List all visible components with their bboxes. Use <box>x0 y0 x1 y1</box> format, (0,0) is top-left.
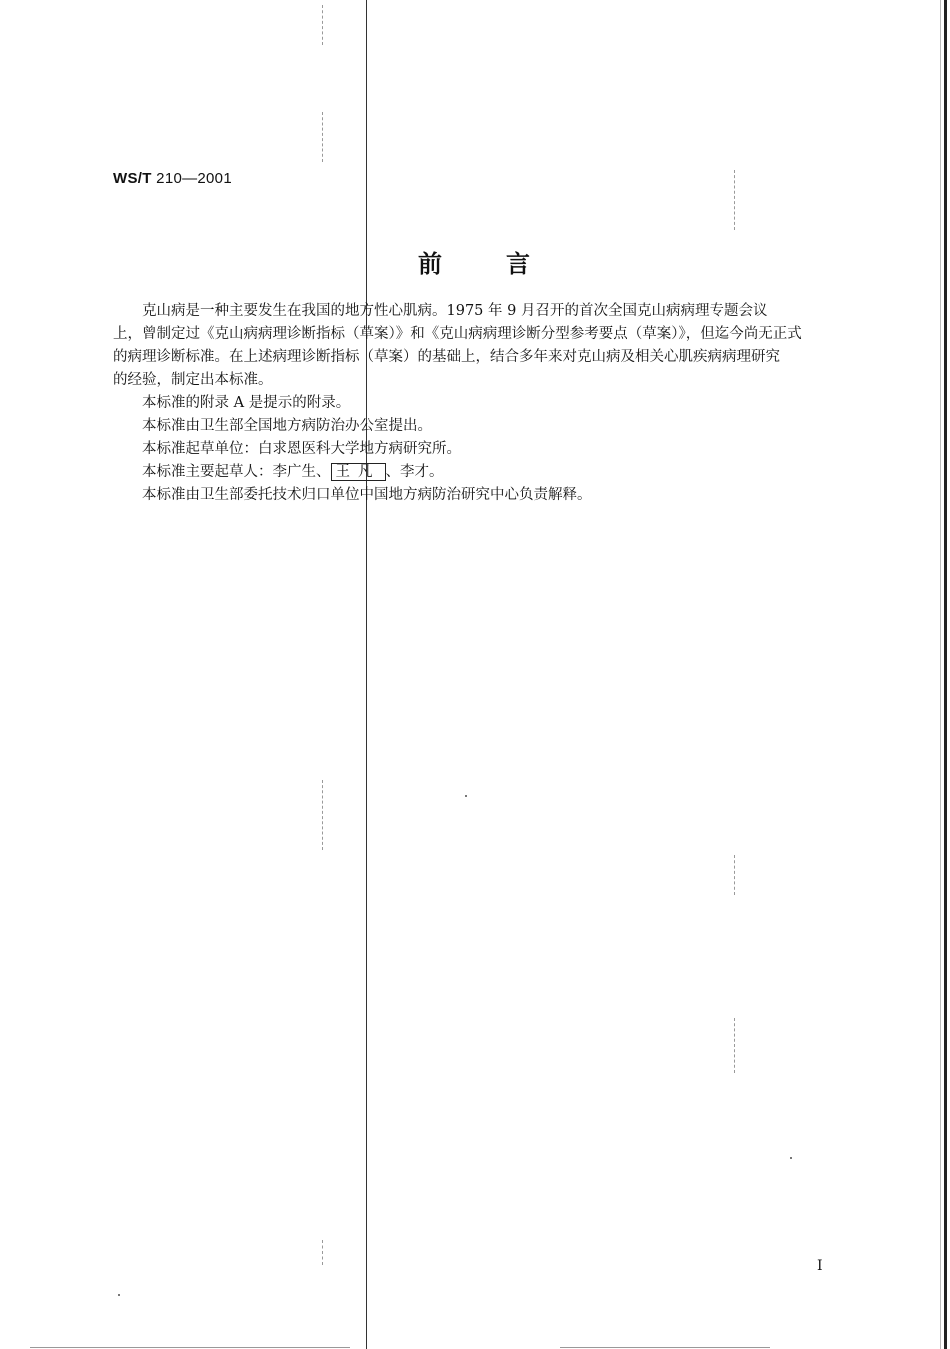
standard-code <box>113 170 232 187</box>
paragraph-drafters <box>113 461 861 484</box>
scan-artifact <box>322 1240 324 1265</box>
standard-code-prefix: WS/T <box>113 170 152 187</box>
scan-edge <box>944 0 947 1349</box>
paragraph-appendix-note: 本标准的附录 A 是提示的附录。 <box>142 395 351 411</box>
scan-speck <box>118 1294 120 1296</box>
paragraph-1-line-2: 上，曾制定过《克山病病理诊断指标（草案）》和《克山病病理诊断分型参考要点（草案）》，但迄今尚无正式 <box>113 326 802 342</box>
scan-artifact <box>322 5 324 45</box>
scan-edge-thin <box>940 0 941 1349</box>
paragraph-1-line-3: 的病理诊断标准。在上述病理诊断指标（草案）的基础上，结合多年来对克山病及相关心肌疾病病理研究 <box>113 349 780 365</box>
paragraph-proposer: 本标准由卫生部全国地方病防治办公室提出。 <box>142 418 432 434</box>
standard-code-number: 210—2001 <box>156 170 232 187</box>
scan-artifact <box>734 1018 736 1073</box>
scan-fold-line <box>366 0 367 1349</box>
page-title: 前言 <box>418 249 594 278</box>
foreword-body <box>113 300 861 507</box>
scan-edge-bottom <box>30 1347 350 1348</box>
scan-edge-bottom <box>560 1347 770 1348</box>
paragraph-1-line-4: 的经验，制定出本标准。 <box>113 372 273 388</box>
paragraph-drafting-unit: 本标准起草单位：白求恩医科大学地方病研究所。 <box>142 441 461 457</box>
drafters-suffix: 、李才。 <box>385 464 444 480</box>
drafters-prefix: 本标准主要起草人：李广生、 <box>142 464 331 480</box>
paragraph-1-line-1: 克山病是一种主要发生在我国的地方性心肌病。1975 年 9 月召开的首次全国克山病病理专题会议 <box>142 303 768 319</box>
scan-speck <box>790 1157 792 1159</box>
scan-artifact <box>322 112 324 162</box>
page-number: I <box>817 1258 823 1274</box>
scan-speck <box>465 795 467 797</box>
scan-artifact <box>734 170 736 230</box>
scan-artifact <box>734 855 736 895</box>
drafter-boxed-name: 王凡 <box>331 463 386 481</box>
paragraph-interpretation: 本标准由卫生部委托技术归口单位中国地方病防治研究中心负责解释。 <box>142 487 592 503</box>
scan-artifact <box>322 780 324 850</box>
